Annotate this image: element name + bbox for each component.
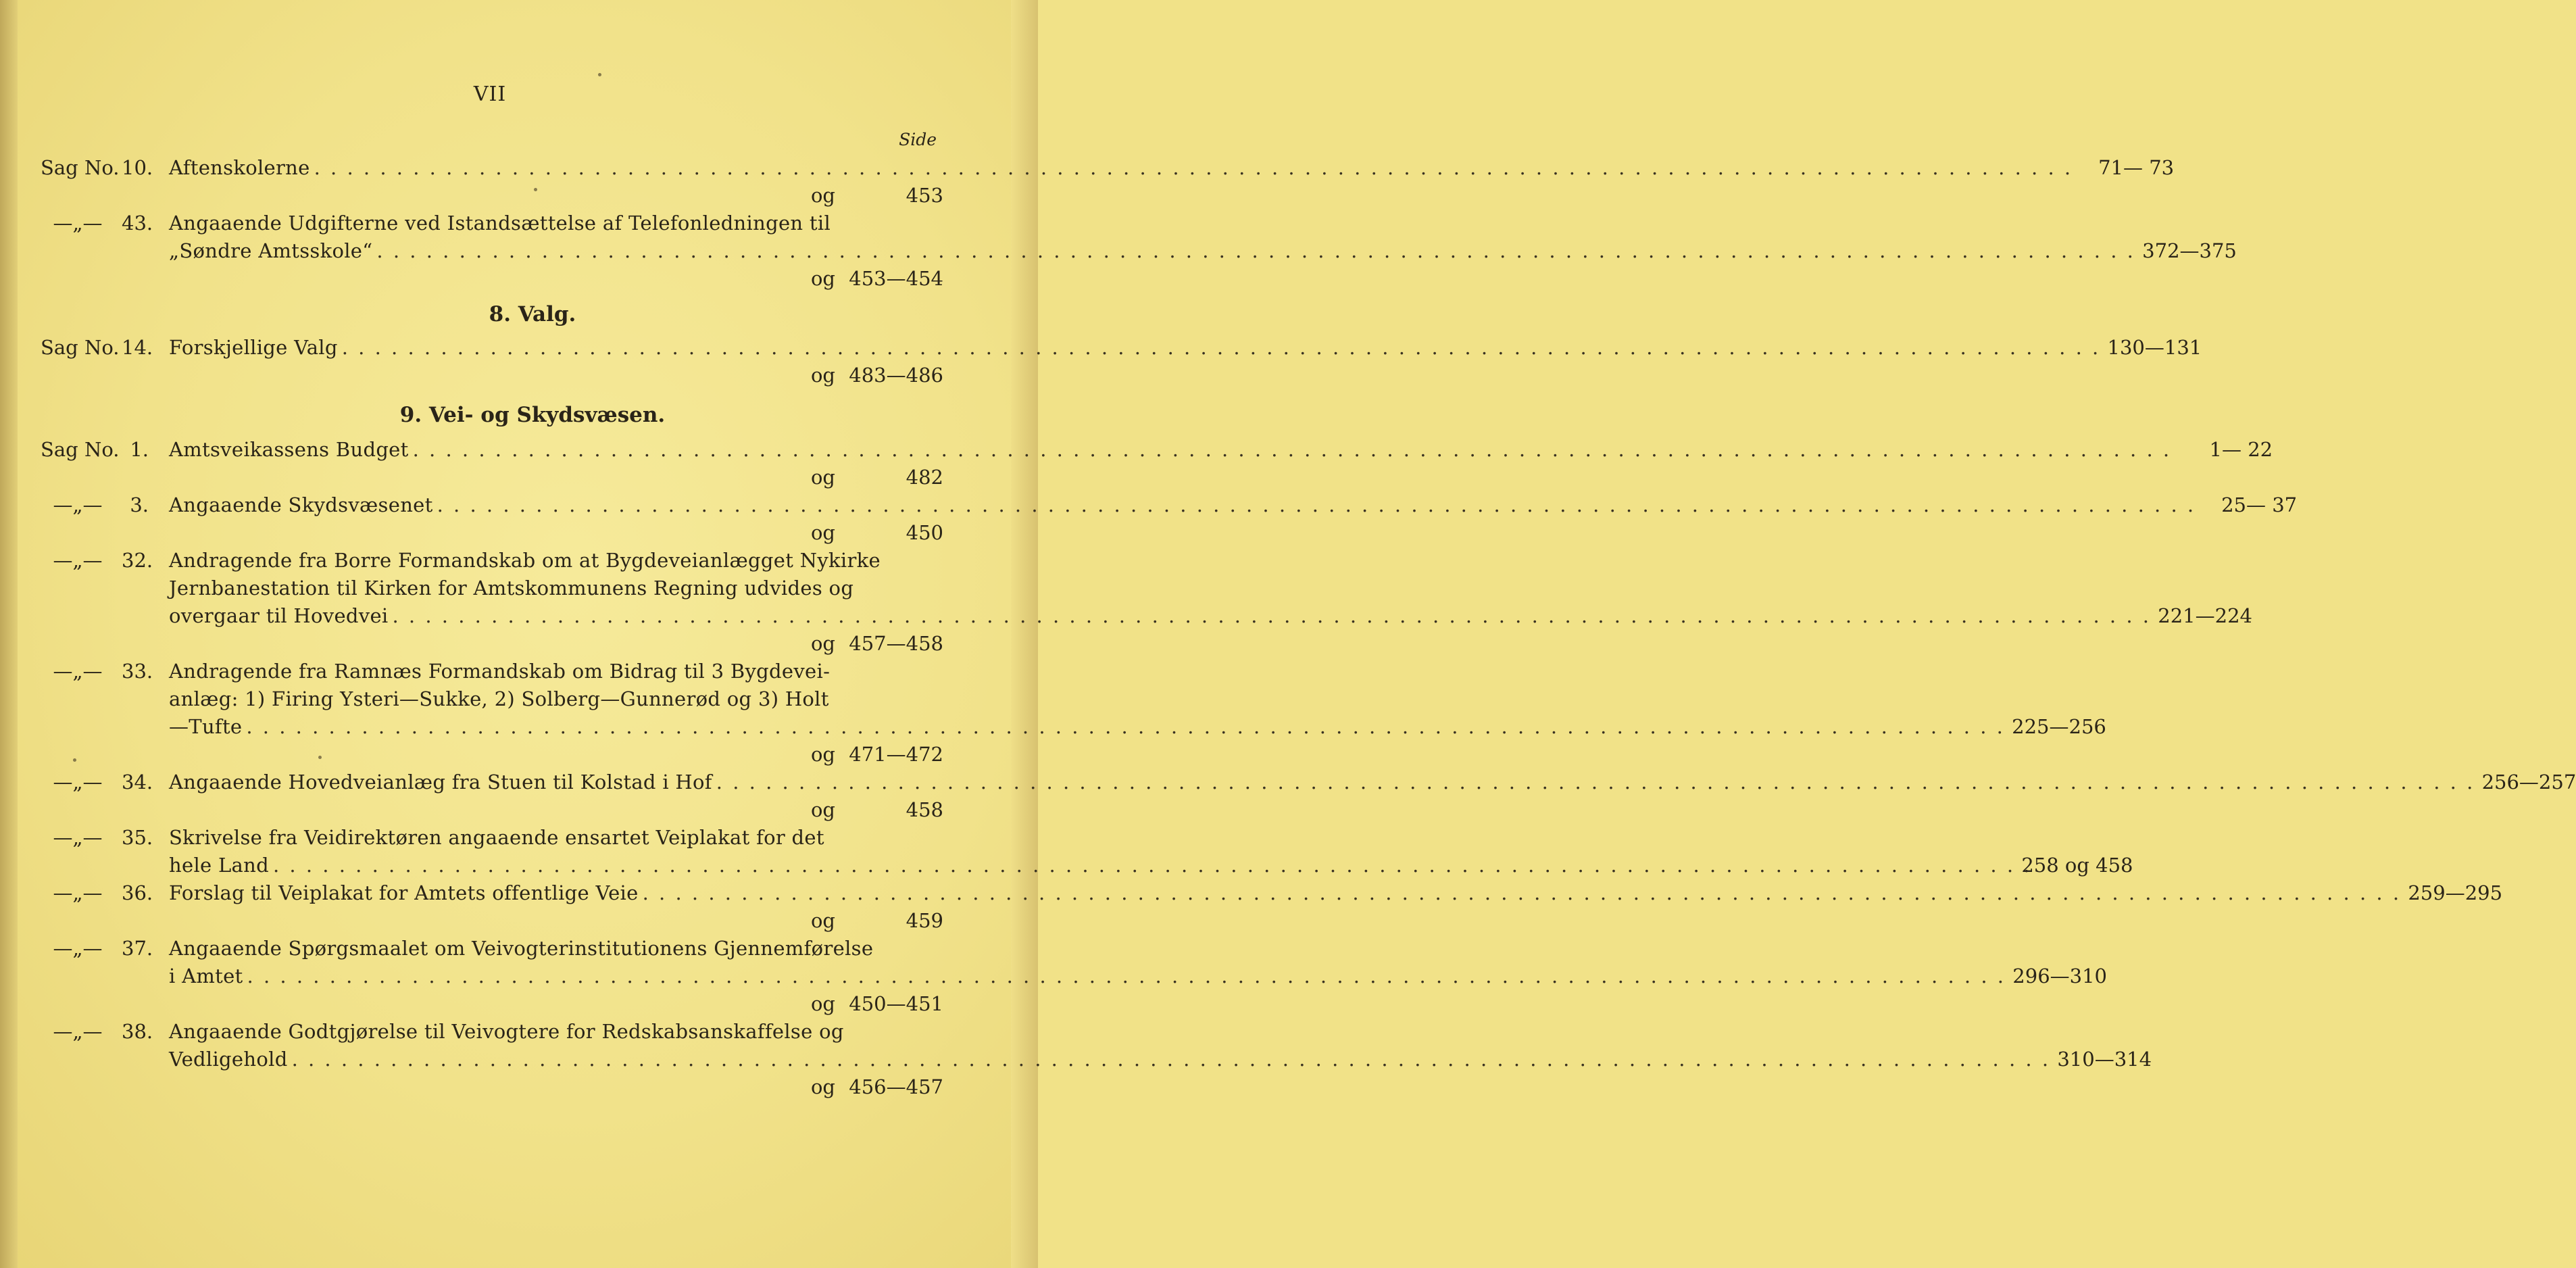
og-line xyxy=(41,265,943,293)
entry-number: 14. xyxy=(122,336,153,359)
entry-number: 1. xyxy=(130,438,149,461)
entry-pages: 259—295 xyxy=(2408,881,2503,904)
entry-title xyxy=(169,334,2100,362)
entry-number: 32. xyxy=(122,549,153,572)
entry-title-line: Angaaende Godtgjørelse til Veivogtere for Redskabsanskaffelse og xyxy=(169,1020,844,1043)
entry-number: 34. xyxy=(122,771,153,794)
entry-pages: 130—131 xyxy=(2107,336,2202,359)
index-entry xyxy=(41,210,2237,265)
og-pages: 471—472 xyxy=(849,743,943,766)
entry-pages: 1— 22 xyxy=(2209,438,2273,461)
og-pages: 458 xyxy=(906,798,943,821)
entry-title xyxy=(169,547,2151,630)
dot-leader xyxy=(643,879,2402,907)
entry-pages: 25— 37 xyxy=(2221,493,2298,516)
og-line xyxy=(41,796,943,824)
entry-title-line: Vedligehold xyxy=(169,1048,288,1071)
entry-number: 33. xyxy=(122,660,153,683)
entry-title-line: overgaar til Hovedvei xyxy=(169,604,389,627)
entry-title-line: anlæg: 1) Firing Ysteri—Sukke, 2) Solberg—Gunnerød og 3) Holt xyxy=(169,687,829,710)
entry-title xyxy=(169,154,2073,182)
index-entry xyxy=(41,154,2175,182)
entry-pages: 225—256 xyxy=(2012,715,2106,738)
entry-number: 10. xyxy=(122,156,153,179)
entry-title-line: Angaaende Skydsvæsenet xyxy=(169,493,433,516)
dot-leader xyxy=(413,436,2172,464)
entry-number: 3. xyxy=(130,493,149,516)
og-line xyxy=(41,630,943,658)
entry-pages: 221—224 xyxy=(2158,604,2252,627)
entry-title-line: Andragende fra Ramnæs Formandskab om Bidrag til 3 Bygdevei- xyxy=(169,660,831,683)
section-heading: 9. Vei- og Skydsvæsen. xyxy=(399,403,666,427)
og-line xyxy=(41,362,943,389)
paper-speck xyxy=(534,188,537,191)
page-number: VII xyxy=(473,82,507,106)
entry-ditto: —„— xyxy=(53,493,103,516)
section-heading: 8. Valg. xyxy=(489,302,576,326)
entry-title-line: Amtsveikassens Budget xyxy=(169,438,409,461)
og-word: og xyxy=(810,364,835,387)
index-entry xyxy=(41,547,2252,630)
entry-prefix: Sag No. xyxy=(41,156,120,179)
entry-ditto: —„— xyxy=(53,212,103,235)
og-line xyxy=(41,741,943,769)
og-word: og xyxy=(810,992,835,1015)
dot-leader xyxy=(716,769,2475,796)
page-right-edge xyxy=(1011,0,1038,1268)
og-line xyxy=(41,519,943,547)
dot-leader xyxy=(273,852,2032,879)
entry-pages: 310—314 xyxy=(2057,1048,2152,1071)
og-word: og xyxy=(810,466,835,489)
entry-number: 38. xyxy=(122,1020,153,1043)
entry-ditto: —„— xyxy=(53,1020,103,1043)
entry-prefix: Sag No. xyxy=(41,336,120,359)
column-header-side: Side xyxy=(899,130,937,149)
og-line xyxy=(41,990,943,1018)
og-pages: 453—454 xyxy=(849,267,943,290)
dot-leader xyxy=(247,962,2006,990)
entry-ditto: —„— xyxy=(53,881,103,904)
page-left-edge xyxy=(0,0,18,1268)
entry-title-line: „Søndre Amtsskole“ xyxy=(169,239,373,262)
index-entry xyxy=(41,824,2133,879)
entry-title xyxy=(169,935,2006,990)
entry-ditto: —„— xyxy=(53,771,103,794)
entry-title xyxy=(169,879,2401,907)
og-pages: 450—451 xyxy=(849,992,943,1015)
entry-ditto: —„— xyxy=(53,937,103,960)
entry-title xyxy=(169,210,2135,265)
entry-title-line: Angaaende Udgifterne ved Istandsættelse af Telefonledningen til xyxy=(169,212,831,235)
og-line xyxy=(41,182,943,210)
og-line xyxy=(41,1073,943,1101)
paper-speck xyxy=(318,756,322,759)
entry-number: 37. xyxy=(122,937,153,960)
dot-leader xyxy=(376,237,2135,265)
index-entry xyxy=(41,334,2202,362)
og-word: og xyxy=(810,798,835,821)
og-word: og xyxy=(810,632,835,655)
entry-number: 43. xyxy=(122,212,153,235)
entry-title-line: Andragende fra Borre Formandskab om at Bygdeveianlægget Nykirke xyxy=(169,549,881,572)
entry-prefix: Sag No. xyxy=(41,438,120,461)
entry-title-line: Skrivelse fra Veidirektøren angaaende ensartet Veiplakat for det xyxy=(169,826,824,849)
og-word: og xyxy=(810,1075,835,1098)
entry-pages: 372—375 xyxy=(2142,239,2237,262)
entry-ditto: —„— xyxy=(53,826,103,849)
entry-title-line: Angaaende Hovedveianlæg fra Stuen til Kolstad i Hof xyxy=(169,771,712,794)
entry-title xyxy=(169,1018,2050,1073)
entry-title xyxy=(169,824,2031,879)
entry-title-line: Aftenskolerne xyxy=(169,156,310,179)
og-pages: 453 xyxy=(906,184,943,207)
entry-number: 35. xyxy=(122,826,153,849)
index-entry xyxy=(41,491,2298,519)
entry-title-line: hele Land xyxy=(169,854,269,877)
dot-leader xyxy=(393,602,2152,630)
dot-leader xyxy=(292,1046,2051,1073)
entry-ditto: —„— xyxy=(53,549,103,572)
index-entry xyxy=(41,658,2106,741)
og-pages: 482 xyxy=(906,466,943,489)
entry-title-line: Forskjellige Valg xyxy=(169,336,338,359)
entry-title-line: i Amtet xyxy=(169,965,243,987)
entry-title xyxy=(169,769,2475,796)
og-pages: 483—486 xyxy=(849,364,943,387)
paper-speck xyxy=(598,73,601,76)
entry-number: 36. xyxy=(122,881,153,904)
entry-pages: 296—310 xyxy=(2012,965,2108,987)
index-entry xyxy=(41,436,2273,464)
entry-title-line: —Tufte xyxy=(169,715,243,738)
og-line xyxy=(41,464,943,491)
entry-title-line: Jernbanestation til Kirken for Amtskommunens Regning udvides og xyxy=(169,577,854,600)
dot-leader xyxy=(437,491,2196,519)
og-pages: 450 xyxy=(906,521,943,544)
og-pages: 456—457 xyxy=(849,1075,943,1098)
entry-pages: 258 og 458 xyxy=(2021,854,2133,877)
dot-leader xyxy=(246,713,2005,741)
og-pages: 457—458 xyxy=(849,632,943,655)
dot-leader xyxy=(314,154,2073,182)
og-word: og xyxy=(810,267,835,290)
dot-leader xyxy=(342,334,2101,362)
index-entry xyxy=(41,1018,2152,1073)
entry-pages: 71— 73 xyxy=(2098,156,2175,179)
entry-ditto: —„— xyxy=(53,660,103,683)
og-line xyxy=(41,907,943,935)
entry-pages: 256—257 xyxy=(2481,771,2576,794)
index-entry xyxy=(41,769,2576,796)
og-word: og xyxy=(810,521,835,544)
entry-title xyxy=(169,436,2171,464)
entry-title-line: Forslag til Veiplakat for Amtets offentlige Veie xyxy=(169,881,639,904)
entry-title xyxy=(169,658,2005,741)
og-word: og xyxy=(810,184,835,207)
og-word: og xyxy=(810,743,835,766)
index-content xyxy=(41,154,2576,1101)
index-entry xyxy=(41,935,2108,990)
paper-speck xyxy=(73,758,76,762)
entry-title xyxy=(169,491,2196,519)
index-entry xyxy=(41,879,2503,907)
og-pages: 459 xyxy=(906,909,943,932)
entry-title-line: Angaaende Spørgsmaalet om Veivogterinstitutionens Gjennemførelse xyxy=(169,937,874,960)
og-word: og xyxy=(810,909,835,932)
